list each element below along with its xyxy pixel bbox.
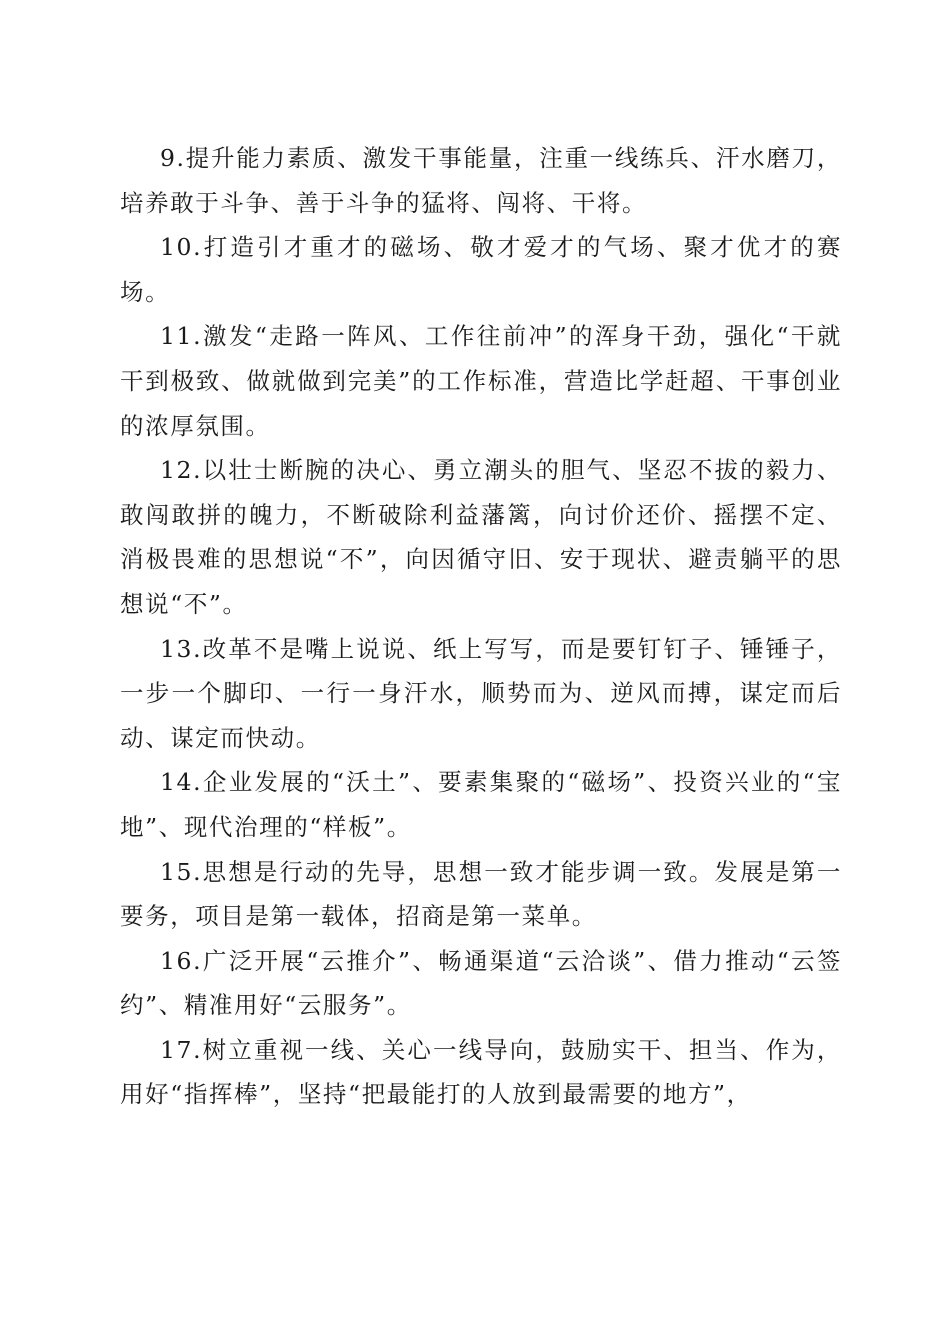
paragraph-16: 16.广泛开展“云推介”、畅通渠道“云洽谈”、借力推动“云签约”、精准用好“云服务”。 [120,946,842,1020]
paragraph-17: 17.树立重视一线、关心一线导向，鼓励实干、担当、作为，用好“指挥棒”，坚持“把最能打的人放到最需要的地方”， [120,1035,842,1109]
paragraph-11: 11.激发“走路一阵风、工作往前冲”的浑身干劲，强化“干就干到极致、做就做到完美”的工作标准，营造比学赶超、干事创业的浓厚氛围。 [120,322,842,440]
paragraph-14: 14.企业发展的“沃土”、要素集聚的“磁场”、投资兴业的“宝地”、现代治理的“样板”。 [120,768,842,841]
paragraph-12: 12.以壮士断腕的决心、勇立潮头的胆气、坚忍不拔的毅力、敢闯敢拼的魄力，不断破除利益藩篱，向讨价还价、摇摆不定、消极畏难的思想说“不”，向因循守旧、安于现状、避责躺平的思想说“不”。 [120,456,842,618]
paragraph-9: 9.提升能力素质、激发干事能量，注重一线练兵、汗水磨刀，培养敢于斗争、善于斗争的猛将、闯将、干将。 [120,144,842,217]
paragraph-13: 13.改革不是嘴上说说、纸上写写，而是要钉钉子、锤锤子，一步一个脚印、一行一身汗水，顺势而为、逆风而搏，谋定而后动、谋定而快动。 [120,634,842,752]
paragraph-15: 15.思想是行动的先导，思想一致才能步调一致。发展是第一要务，项目是第一载体，招商是第一菜单。 [120,857,842,931]
document-body [120,136,842,1117]
paragraph-10: 10.打造引才重才的磁场、敬才爱才的气场、聚才优才的赛场。 [120,233,842,306]
